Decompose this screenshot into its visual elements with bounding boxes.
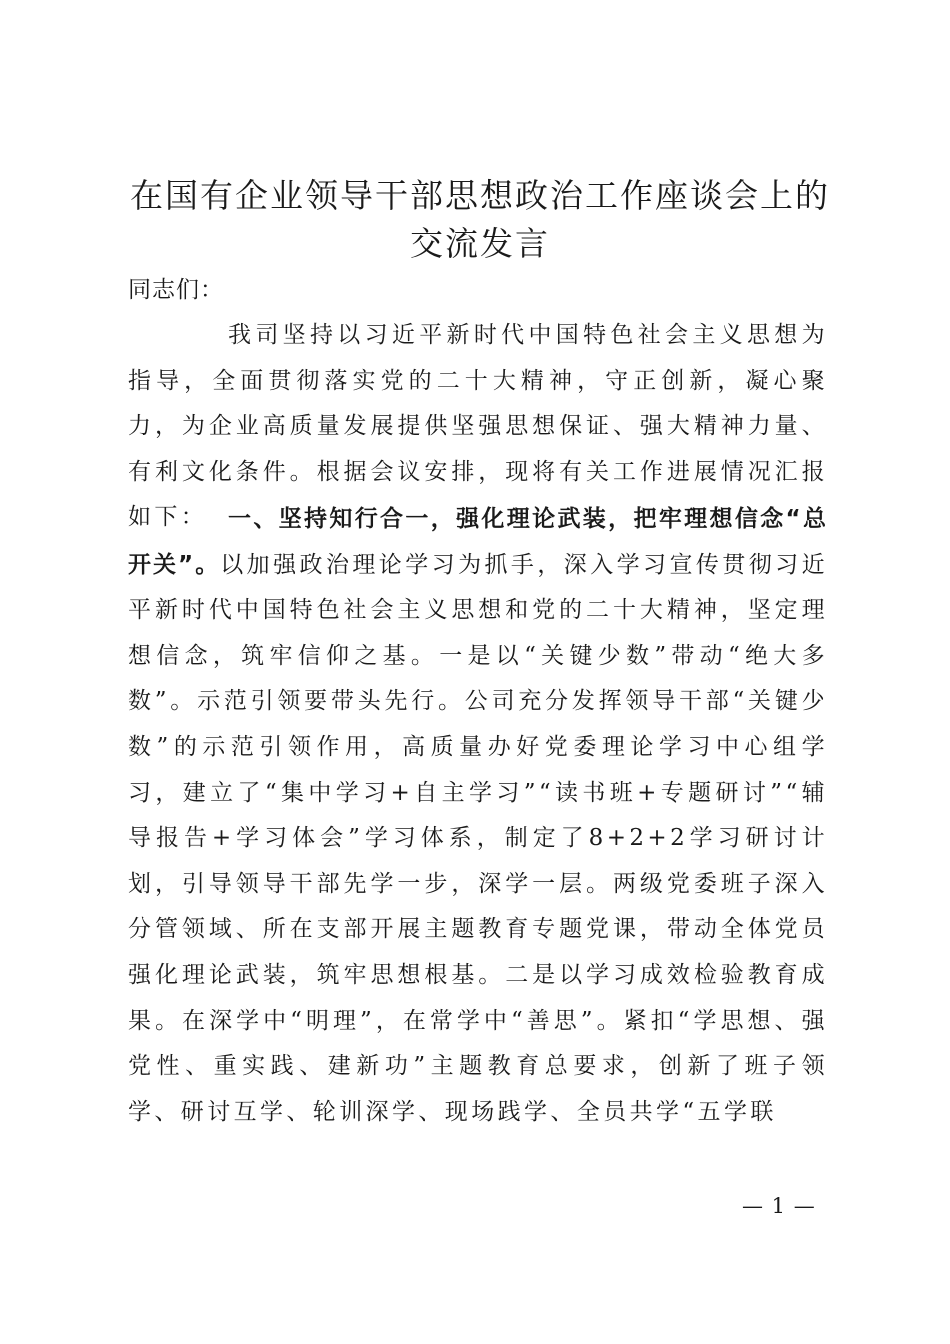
section-body: 以加强政治理论学习为抓手，深入学习宣传贯彻习近平新时代中国特色社会主义思想和党的二十大精神，坚定理想信念，筑牢信仰之基。一是以“关键少数”带动“绝大多数”。示范引领要带头先行。公司充分发挥领导干部“关键少数”的示范引领作用，高质量办好党委理论学习中心组学习，建立了“集中学习+自主学习”“读书班+专题研讨”“辅导报告+学习体会”学习体系，制定了8+2+2学习研讨计划，引导领导干部先学一步，深学一层。两级党委班子深入分管领域、所在支部开展主题教育专题党课，带动全体党员强化理论武装，筑牢思想根基。二是以学习成效检验教育成果。在深学中“明理”，在常学中“善思”。紧扣“学思想、强党性、重实践、建新功”主题教育总要求，创新了班子领学、研讨互学、轮训深学、现场践学、全员共学“五学联	[128, 551, 829, 1125]
paragraph-intro: 我司坚持以习近平新时代中国特色社会主义思想为指导，全面贯彻落实党的二十大精神，守正创新，凝心聚力，为企业高质量发展提供坚强思想保证、强大精神力量、有利文化条件。根据会议安排，现将有关工作进展情况汇报如下：	[128, 322, 828, 531]
document-title-line1: 在国有企业领导干部思想政治工作座谈会上的	[130, 176, 830, 215]
page-number: — 1 —	[742, 1194, 816, 1218]
salutation: 同志们：	[128, 277, 224, 303]
document-title-line2: 交流发言	[410, 224, 550, 263]
section-heading: 一、坚持知行合一，强化理论武装，把牢理想信念“总开关”。	[128, 506, 828, 578]
paragraph-section-one	[128, 497, 828, 1135]
